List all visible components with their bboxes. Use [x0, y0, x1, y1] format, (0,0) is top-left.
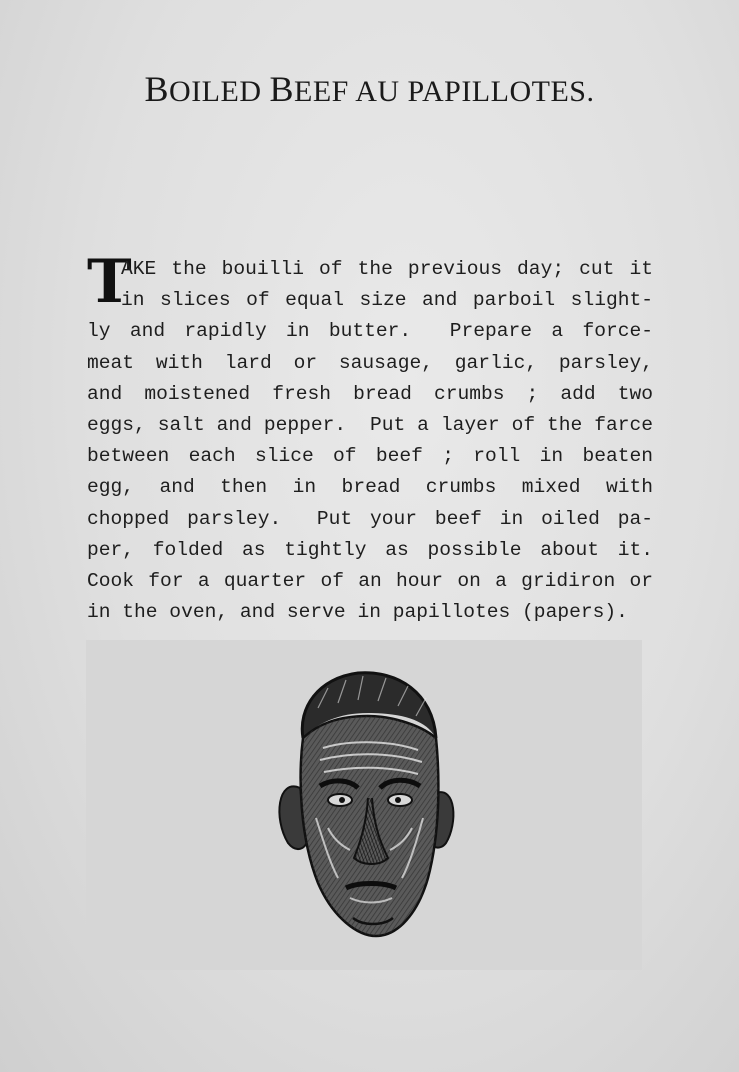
recipe-line: meat with lard or sausage, garlic, parsley,: [87, 351, 653, 374]
title-initial-boiled: B: [144, 69, 170, 109]
engraved-portrait-head-icon: [258, 668, 463, 943]
recipe-line-text: in slices of equal size and parboil slight-: [121, 289, 653, 312]
recipe-text: [87, 247, 653, 628]
recipe-line: [87, 285, 653, 316]
recipe-line: per, folded as tightly as possible about it.: [87, 538, 653, 561]
title-rest: EEF AU PAPILLOTES.: [294, 75, 595, 108]
recipe-line-text: AKE the bouilli of the previous day; cut it: [121, 258, 653, 280]
recipe-line: egg, and then in bread crumbs mixed with: [87, 476, 653, 499]
title-word-boiled: OILED: [169, 75, 270, 108]
drop-cap: T: [87, 247, 132, 317]
recipe-line: between each slice of beef ; roll in beaten: [87, 445, 653, 468]
page-title: [0, 68, 739, 110]
recipe-line: in the oven, and serve in papillotes (papers).: [87, 601, 628, 624]
recipe-line: [87, 254, 653, 285]
recipe-line: chopped parsley. Put your beef in oiled pa-: [87, 507, 653, 530]
recipe-line: ly and rapidly in butter. Prepare a force-: [87, 320, 653, 343]
recipe-line: Cook for a quarter of an hour on a gridiron or: [87, 569, 653, 592]
title-initial-beef: B: [269, 69, 295, 109]
recipe-line: eggs, salt and pepper. Put a layer of the farce: [87, 413, 653, 436]
recipe-line: and moistened fresh bread crumbs ; add two: [87, 382, 653, 405]
